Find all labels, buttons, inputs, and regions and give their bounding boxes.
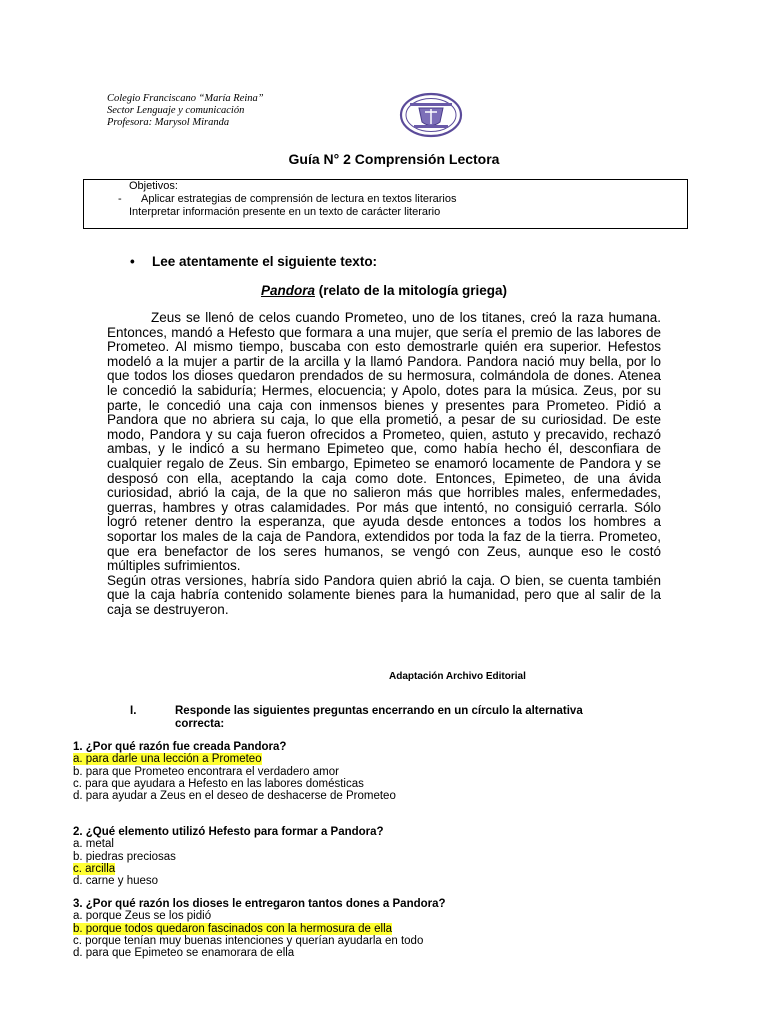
answer-option[interactable]: a. para darle una lección a Prometeo	[73, 753, 262, 766]
school-crest-icon	[398, 92, 464, 138]
objectives-dash: -	[118, 193, 122, 205]
story-title	[0, 283, 768, 298]
objective-item: Interpretar información presente en un texto de carácter literario	[129, 206, 441, 218]
story-paragraph: Zeus se llenó de celos cuando Prometeo, uno de los titanes, creó la raza humana. Entonces, mandó a Hefesto que formara a una mujer, que sería el premio de las labores de Prometeo. Al mismo tiempo, buscaba con esto demostrarle quién era superior. Hefestos modeló a la mujer a partir de la arcilla y la llamó Pandora. Pandora nació muy bella, por lo que todos los dioses quedaron prendados de su hermosura, colmándola de dones. Atenea le concedió la sabiduría; Hermes, elocuencia; y Apolo, dotes para la música. Zeus, por su parte, le concedió una caja con inmensos bienes y presentes para Prometeo. Pidió a Pandora que no abriera su caja, lo que ella prometió, a pesar de su curiosidad. De este modo, Pandora y su caja fueron ofrecidos a Prometeo, quien, astuto y precavido, rechazó ambas, y le indicó a su hermano Epimeteo que, como había hecho él, desconfiara de cualquier regalo de Zeus. Sin embargo, Epimeteo se enamoró locamente de Pandora y se desposó con ella, aceptando la caja como dote. Entonces, Epimeteo, de una ávida curiosidad, abrió la caja, de la que no salieron más que horribles males, enfermedades, guerras, hambres y otras calamidades. Por más que intentó, no consiguió cerrarla. Sólo logró retener dentro la esperanza, que ayuda desde entonces a todos los hombres a soportar los males de la caja de Pandora, extendidos por toda la faz de la tierra. Prometeo, que era benefactor de los seres humanos, se vengó con Zeus, aunque eso le costó múltiples sufrimientos.	[107, 310, 661, 574]
question-text: 3. ¿Por qué razón los dioses le entregaron tantos dones a Pandora?	[73, 898, 446, 910]
story-subtitle: (relato de la mitología griega)	[314, 283, 508, 298]
page-title: Guía N° 2 Comprensión Lectora	[288, 151, 500, 167]
answer-option[interactable]: d. para ayudar a Zeus en el deseo de deshacerse de Prometeo	[73, 790, 396, 803]
section-text: Responde las siguientes preguntas encerrando en un círculo la alternativa correcta:	[175, 705, 583, 730]
objective-item: Aplicar estrategias de comprensión de lectura en textos literarios	[141, 193, 457, 205]
school-sector: Sector Lenguaje y comunicación	[107, 105, 245, 116]
answer-option[interactable]: c. para que ayudara a Hefesto en las labores domésticas	[73, 777, 364, 790]
answer-option[interactable]: b. para que Prometeo encontrara el verdadero amor	[73, 765, 339, 778]
story-paragraph: Según otras versiones, habría sido Pandora quien abrió la caja. O bien, se cuenta también que la caja habría contenido solamente bienes para la humanidad, pero que al salir de la caja se destruyeron.	[107, 572, 661, 617]
teacher-name: Profesora: Marysol Miranda	[107, 117, 230, 128]
answer-option[interactable]: d. para que Epimeteo se enamorara de ella	[73, 947, 295, 960]
objectives-label: Objetivos:	[129, 180, 178, 192]
question-text: 1. ¿Por qué razón fue creada Pandora?	[73, 741, 287, 753]
school-name: Colegio Franciscano “María Reina”	[107, 93, 264, 104]
answer-option[interactable]: d. carne y hueso	[73, 875, 159, 888]
question-block	[73, 898, 446, 959]
objectives-box	[83, 179, 688, 229]
answer-option[interactable]: a. metal	[73, 838, 114, 851]
story-title-name: Pandora	[260, 283, 315, 298]
answer-option[interactable]: c. porque tenían muy buenas intenciones y querían ayudarla en todo	[73, 934, 424, 947]
bullet-icon: •	[130, 254, 135, 269]
question-block	[73, 741, 396, 802]
section-number: I.	[130, 705, 137, 717]
question-block	[73, 826, 384, 887]
answer-option[interactable]: c. arcilla	[73, 862, 116, 875]
school-header	[107, 93, 264, 129]
answer-option[interactable]: b. porque todos quedaron fascinados con la hermosura de ella	[73, 922, 393, 935]
instruction-text: Lee atentamente el siguiente texto:	[152, 254, 378, 269]
answer-option[interactable]: b. piedras preciosas	[73, 850, 176, 863]
question-text: 2. ¿Qué elemento utilizó Hefesto para formar a Pandora?	[73, 826, 384, 838]
source-credit: Adaptación Archivo Editorial	[389, 671, 526, 682]
story-text	[107, 311, 661, 617]
answer-option[interactable]: a. porque Zeus se los pidió	[73, 910, 212, 923]
